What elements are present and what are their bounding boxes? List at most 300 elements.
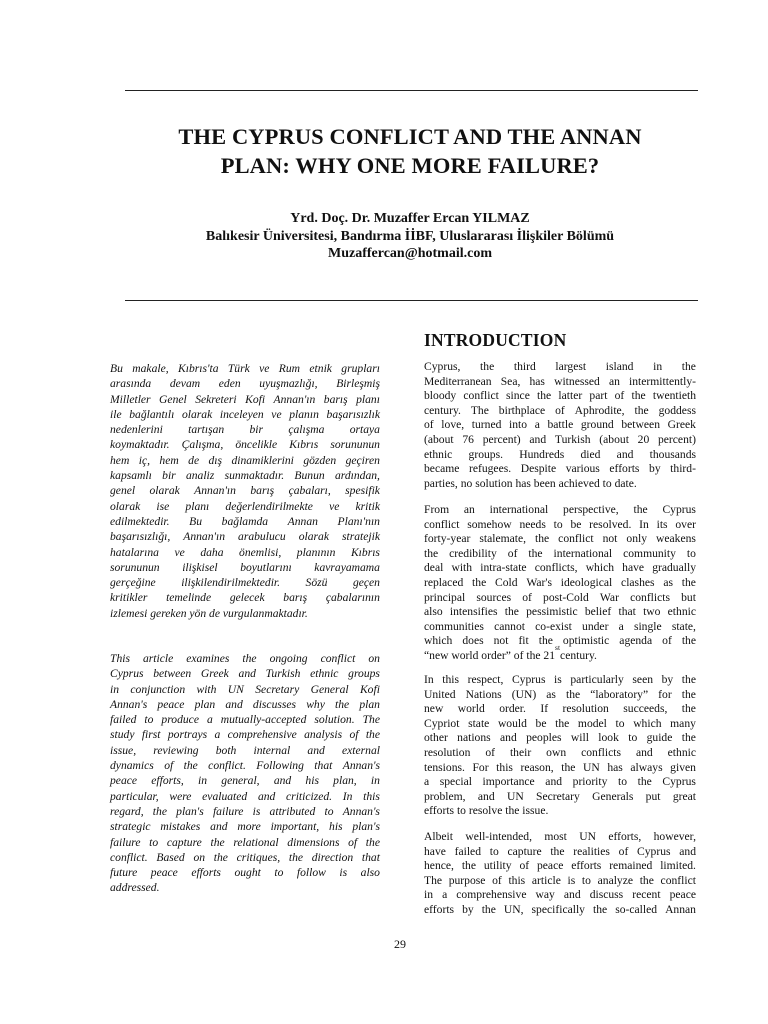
word: the	[550, 844, 565, 858]
word: love,	[441, 418, 465, 432]
word: in	[110, 682, 120, 696]
word: international	[489, 503, 549, 516]
word: analysis	[304, 728, 343, 742]
word: to	[144, 713, 154, 727]
word: The	[470, 403, 489, 417]
word: why	[306, 697, 325, 711]
word: Kıbrıs'ta	[178, 362, 219, 375]
word: sunmaktadır.	[224, 469, 285, 483]
word: conflict	[660, 873, 696, 887]
word: peace	[110, 774, 138, 788]
text-line	[424, 874, 696, 889]
word: cannot	[494, 619, 525, 633]
text-line	[110, 453, 380, 468]
word: communities	[424, 619, 484, 633]
text-line	[110, 545, 380, 560]
word: world	[457, 702, 485, 716]
word: conflict.	[208, 759, 246, 773]
word: to	[489, 844, 499, 858]
word: makale,	[132, 362, 169, 375]
text-line	[110, 392, 380, 407]
word: the	[593, 902, 608, 916]
word: percent)	[482, 432, 521, 446]
word: as	[546, 687, 556, 701]
word: co-exist	[535, 619, 572, 633]
word: Türk	[227, 362, 250, 375]
word: War's	[526, 575, 552, 589]
author-affiliation: Balıkesir Üniversitesi, Bandırma İİBF, Uluslararası İlişkiler Bölümü	[205, 228, 615, 244]
word: 76	[462, 432, 474, 446]
word: comprehensive	[456, 888, 527, 902]
text-line	[424, 688, 696, 703]
text-line	[424, 433, 696, 448]
word: a	[618, 619, 624, 633]
word: inceleyen	[219, 407, 264, 421]
word: into	[509, 418, 528, 432]
word: intra-state	[480, 561, 527, 575]
word: the	[210, 835, 225, 849]
word: kritikler	[110, 591, 148, 605]
word: gelecek	[229, 591, 265, 605]
word: Secretary	[255, 682, 300, 696]
word: conflict	[320, 652, 356, 665]
word: ortaya	[349, 423, 380, 437]
word: also	[424, 605, 443, 619]
word: ve	[329, 499, 340, 513]
word: in	[653, 360, 663, 373]
word: UN,	[503, 902, 524, 916]
word: ongoing	[269, 652, 308, 665]
word: stratejik	[341, 530, 380, 544]
word: of	[164, 759, 174, 773]
word: Greek	[200, 667, 229, 681]
word: planı	[185, 499, 210, 513]
word: evaluated	[202, 789, 248, 803]
word: de	[188, 453, 200, 467]
word: analiz	[185, 469, 215, 483]
text-line	[424, 518, 696, 533]
word: conflict	[463, 389, 499, 403]
word: respect,	[467, 673, 504, 686]
author-block	[100, 210, 720, 263]
word: twentieth	[652, 389, 696, 403]
text-line	[424, 859, 696, 874]
word: community	[623, 546, 676, 560]
word: groups	[348, 667, 380, 681]
word: Sekreteri	[195, 392, 237, 406]
word: bir	[162, 469, 176, 483]
word: special	[439, 775, 472, 789]
text-line	[110, 483, 380, 498]
word: latter	[558, 389, 583, 403]
word: article	[531, 873, 561, 887]
word: plan's	[176, 804, 204, 818]
word: peace	[157, 697, 185, 711]
word: state,	[671, 619, 696, 633]
word: and	[545, 775, 563, 789]
word: failure	[212, 804, 244, 818]
word: General	[310, 682, 349, 696]
text-line	[110, 575, 380, 590]
text-line: addressed.	[110, 881, 160, 895]
word: Sözü	[305, 576, 328, 590]
word: problem,	[424, 789, 466, 803]
word: This	[110, 652, 130, 665]
word: Cyprus	[511, 673, 546, 686]
text-line	[110, 422, 380, 437]
word: is	[252, 804, 261, 818]
text-line	[110, 468, 380, 483]
word: hem	[159, 453, 179, 467]
text-line	[424, 547, 696, 562]
word: model	[577, 716, 607, 730]
word: boyutlarını	[240, 560, 292, 574]
word: Annan's	[342, 759, 380, 773]
word: mistakes	[160, 820, 201, 834]
word: eden	[218, 377, 241, 391]
word: since	[506, 389, 530, 403]
word: order.	[499, 702, 526, 716]
word: importance	[482, 775, 535, 789]
text-line	[110, 758, 380, 773]
word: capture	[507, 844, 542, 858]
text-line	[424, 790, 696, 805]
word: the	[213, 850, 228, 864]
word: which	[424, 634, 453, 648]
word: reason,	[520, 760, 554, 774]
word: study	[110, 728, 135, 742]
text-line	[110, 835, 380, 850]
word: not	[493, 634, 509, 648]
word: the	[183, 759, 198, 773]
word: bağlantılı	[129, 407, 175, 421]
word: belief	[584, 605, 612, 619]
word: plan	[359, 697, 380, 711]
word: reviewing	[153, 743, 199, 757]
superscript: st	[555, 642, 561, 652]
word: but	[681, 590, 696, 604]
word: principal	[424, 590, 466, 604]
word: hatalarına	[110, 545, 159, 559]
word: well-intended,	[465, 830, 532, 843]
word: for	[658, 687, 672, 701]
word: criticized.	[286, 789, 333, 803]
word: is	[339, 866, 348, 880]
text-line	[110, 743, 380, 758]
word: single	[633, 619, 662, 633]
word: ethnic	[667, 745, 696, 759]
word: look	[598, 731, 619, 745]
word: koymaktadır.	[110, 438, 170, 452]
word: put	[645, 789, 661, 803]
word: For	[472, 760, 489, 774]
word: their	[509, 745, 532, 759]
word: of	[614, 389, 625, 403]
word: attributed	[269, 804, 316, 818]
word: Cyprus	[637, 844, 671, 858]
word: and	[635, 745, 653, 759]
word: uyuşmazlığı,	[259, 377, 318, 391]
word: değerlendirilmekte	[225, 499, 313, 513]
word: efforts	[609, 462, 640, 476]
word: Generals	[592, 789, 634, 803]
intro-paragraph-4	[424, 830, 696, 918]
word: under	[582, 619, 609, 633]
word: and	[307, 743, 325, 757]
text-line	[110, 865, 380, 880]
word: to	[686, 546, 696, 560]
text-line	[110, 376, 380, 391]
text-line	[424, 389, 696, 404]
word: sources	[476, 590, 512, 604]
word: the	[681, 360, 696, 373]
word: the	[461, 859, 476, 873]
word: have	[424, 844, 446, 858]
word: the	[481, 902, 496, 916]
word: conjunction	[130, 682, 186, 696]
word: UN	[579, 830, 596, 843]
word: of	[618, 844, 629, 858]
word: clashes	[621, 575, 655, 589]
word: comprehensive	[227, 728, 297, 742]
word: United	[424, 687, 456, 701]
word: an	[463, 503, 475, 516]
text-line	[424, 605, 696, 620]
word: If	[540, 702, 549, 716]
word: guide	[646, 731, 673, 745]
word: birthplace	[498, 403, 546, 417]
text-line	[424, 642, 696, 664]
word: an	[608, 374, 620, 388]
word: were	[169, 789, 192, 803]
word: strategic	[110, 820, 151, 834]
word: gradually	[652, 561, 696, 575]
word: the	[538, 634, 553, 648]
text-line	[110, 437, 380, 452]
word: the	[365, 728, 380, 742]
word: discusses	[252, 697, 297, 711]
word: with	[196, 682, 217, 696]
word: Kıbrıs	[350, 545, 380, 559]
word: 20	[637, 432, 650, 446]
paper-title	[100, 122, 720, 180]
word: efforts,	[151, 774, 184, 788]
word: gözden	[303, 453, 337, 467]
word: particular,	[110, 789, 159, 803]
word: arasında	[110, 377, 152, 391]
word: priority	[572, 775, 608, 789]
word: ilişkisel	[182, 560, 218, 574]
word: to	[149, 835, 159, 849]
word: and	[500, 731, 517, 745]
word: conflicts	[630, 590, 670, 604]
word: has	[529, 374, 545, 388]
text-line	[424, 702, 696, 717]
word: regard,	[110, 804, 144, 818]
word: and	[225, 697, 243, 711]
word: UN	[227, 682, 244, 696]
word: of	[485, 745, 495, 759]
word: of	[424, 418, 434, 432]
word: kapsamlı	[110, 469, 152, 483]
word: resolved.	[589, 517, 632, 531]
word: to	[274, 866, 284, 880]
word: a	[206, 713, 213, 727]
word: failed	[454, 844, 482, 858]
word: that	[618, 605, 636, 619]
word: conflict	[558, 532, 594, 546]
word: başarısızlığı,	[110, 530, 171, 544]
text-line: parties, no solution has been achieved to date.	[424, 476, 637, 490]
word: ilişkilendirilmektedir.	[181, 576, 281, 590]
text-line	[110, 529, 380, 544]
word: önemlisi,	[239, 545, 282, 559]
word: to	[618, 775, 628, 789]
word: the	[681, 673, 696, 686]
word: bağlamda	[221, 514, 269, 528]
word: of	[555, 403, 565, 417]
word: would	[497, 716, 527, 730]
word: international	[553, 546, 613, 560]
title-line-1: THE CYPRUS CONFLICT AND THE ANNAN	[178, 124, 642, 149]
word: Cyprus	[662, 503, 696, 516]
word: of	[507, 546, 518, 560]
word: Çalışma,	[181, 438, 224, 452]
word: barış	[283, 591, 308, 605]
word: kritik	[355, 499, 380, 513]
word: purpose	[448, 873, 486, 887]
word: this	[496, 760, 513, 774]
word: stalemate,	[479, 532, 527, 546]
word: the	[555, 716, 570, 730]
word: Genel	[159, 392, 187, 406]
word: plan	[194, 697, 216, 711]
text-line	[424, 503, 696, 518]
word: and	[257, 789, 276, 803]
word: general,	[221, 774, 260, 788]
word: ve	[271, 407, 282, 421]
word: Cyprus	[662, 775, 696, 789]
word: to	[628, 731, 638, 745]
word: Milletler	[110, 392, 151, 406]
word: however,	[653, 830, 696, 843]
word: in	[198, 774, 208, 788]
word: follow	[296, 866, 326, 880]
word: Based	[156, 850, 185, 864]
intro-paragraph-2	[424, 503, 696, 664]
word: Rum	[278, 362, 301, 375]
word: iç,	[138, 453, 150, 467]
text-line	[424, 404, 696, 419]
word: ought	[234, 866, 261, 880]
word: In	[639, 517, 649, 531]
word: on	[368, 652, 380, 665]
word: by	[462, 902, 474, 916]
word: Annan	[287, 514, 318, 528]
word: its	[656, 517, 668, 531]
word: dinamiklerini	[231, 453, 294, 467]
word: important,	[270, 820, 320, 834]
word: future	[110, 866, 138, 880]
text-line	[424, 830, 696, 845]
word: dimensions	[287, 835, 340, 849]
word: the	[681, 634, 696, 648]
word: needs	[519, 517, 546, 531]
word: planının	[296, 545, 336, 559]
word: over	[675, 517, 696, 531]
section-heading-introduction: INTRODUCTION	[424, 330, 567, 350]
word: ve	[259, 362, 270, 375]
word: credibility	[449, 546, 497, 560]
word: UN	[583, 760, 600, 774]
word: third	[513, 360, 536, 373]
word: the	[681, 687, 696, 701]
word: realities	[573, 844, 610, 858]
word: as	[663, 575, 673, 589]
text-line	[110, 697, 380, 712]
word: somehow	[467, 517, 512, 531]
word: gerçeğine	[110, 576, 156, 590]
word: the	[242, 652, 257, 665]
word: with	[451, 561, 473, 575]
word: ethnic	[310, 667, 339, 681]
word: produce	[161, 713, 199, 727]
word: ardından,	[334, 469, 380, 483]
word: of	[522, 590, 532, 604]
word: century.	[424, 403, 461, 417]
text-line	[424, 634, 696, 649]
word: the	[504, 605, 519, 619]
text-line	[424, 561, 696, 576]
word: The	[424, 873, 443, 887]
word: post-Cold	[543, 590, 589, 604]
word: sorununun	[110, 560, 160, 574]
text-line	[424, 673, 696, 688]
word: Bunun	[294, 469, 325, 483]
word: particularly	[570, 673, 624, 686]
word: temelinde	[166, 591, 212, 605]
word: and	[679, 844, 696, 858]
word: fit	[518, 634, 529, 648]
word: utility	[483, 859, 512, 873]
word: have	[622, 561, 645, 575]
text-line	[424, 591, 696, 606]
word: optimistic	[562, 634, 610, 648]
word: The	[362, 713, 380, 727]
text-line	[424, 731, 696, 746]
word: both	[215, 743, 237, 757]
word: UN	[506, 789, 524, 803]
text-line	[424, 903, 696, 918]
word: barış	[323, 392, 348, 406]
text-line	[110, 666, 380, 681]
word: the	[565, 687, 581, 701]
word: Aphrodite,	[574, 403, 625, 417]
word: is	[554, 673, 562, 686]
word: to	[615, 716, 625, 730]
word: Turkish	[554, 432, 591, 446]
word: which	[633, 716, 662, 730]
word: replaced	[424, 575, 464, 589]
word: ground	[580, 418, 614, 432]
word: that	[314, 759, 333, 773]
word: efforts	[191, 866, 221, 880]
word: other	[424, 731, 448, 745]
word: article	[142, 652, 174, 665]
text-line: izlemesi gereken yön de vurgulanmaktadır.	[110, 606, 308, 620]
word: to	[581, 873, 591, 887]
word: arabulucu	[238, 530, 286, 544]
